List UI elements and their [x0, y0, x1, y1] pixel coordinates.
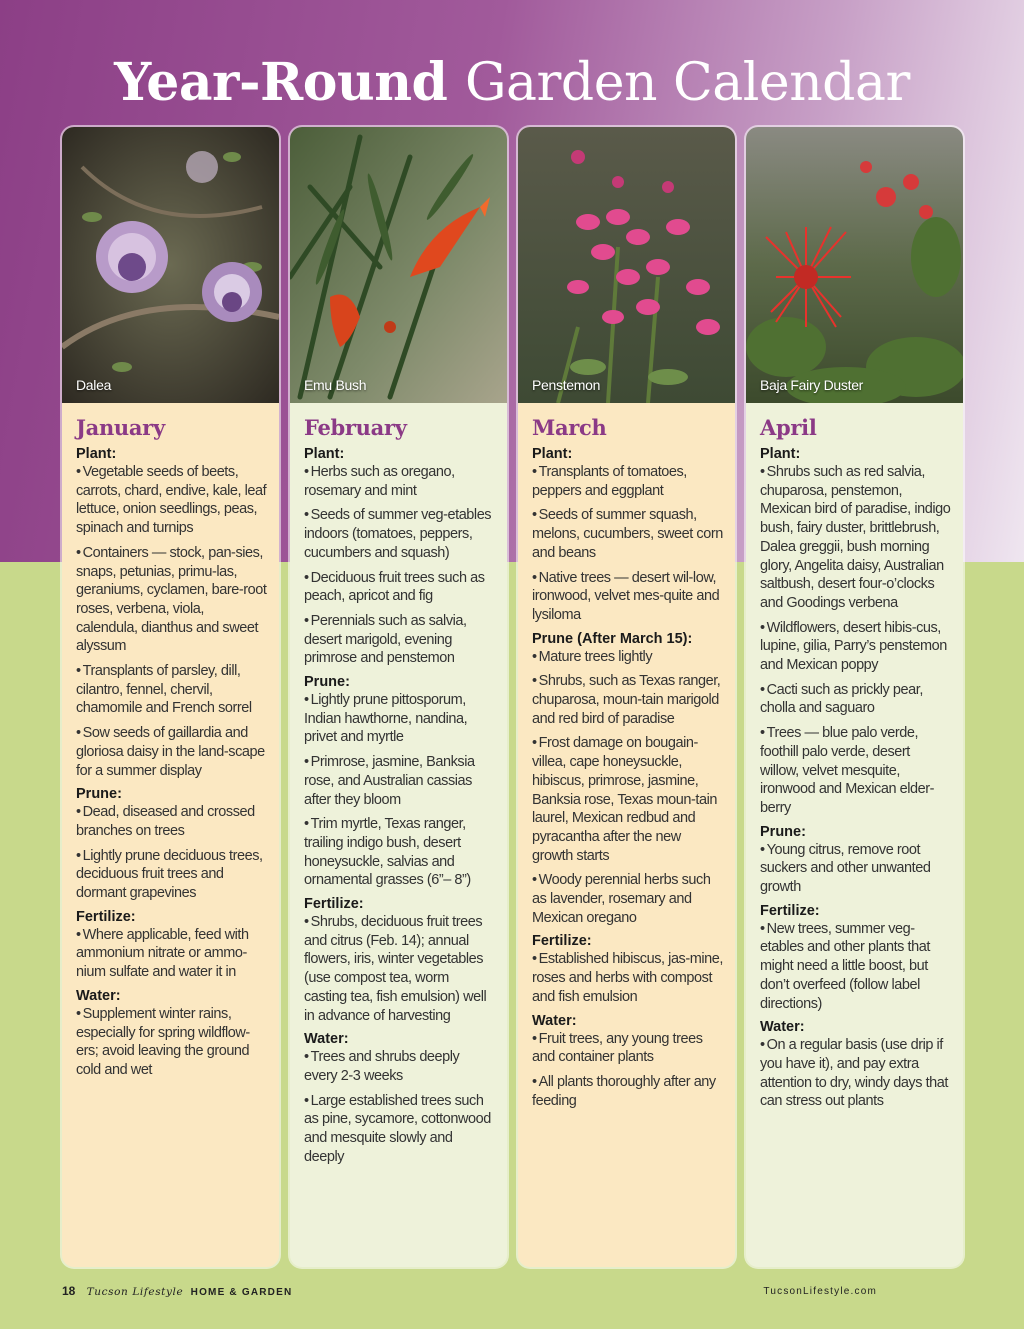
section-heading: Plant: — [304, 446, 345, 462]
list-item: • Woody perennial herbs such as lavender, rosemary and Mexican oregano — [532, 871, 723, 927]
list-item: • Transplants of parsley, dill, cilantro, fennel, chervil, chamomile and French sorrel — [76, 662, 267, 718]
section-heading: Water: — [532, 1012, 577, 1029]
section-heading: Fertilize: — [304, 896, 364, 913]
section-heading: Plant: — [532, 446, 573, 462]
list-item: • Mature trees lightly — [532, 648, 723, 667]
month-column-january — [62, 127, 279, 1267]
column-content — [518, 403, 735, 1110]
flower-photo-dalea — [62, 127, 279, 403]
list-item: • Trees — blue palo verde, foothill palo verde, desert willow, velvet mesquite, ironwood and Mexican elder-berry — [760, 724, 951, 818]
list-item: • Lightly prune pittosporum, Indian hawthorne, nandina, privet and myrtle — [304, 691, 495, 747]
section-heading: Water: — [76, 987, 121, 1004]
section-water — [760, 1019, 951, 1111]
title-bold: Year-Round — [114, 52, 448, 113]
month-heading: January — [76, 415, 165, 440]
column-content — [62, 403, 279, 1080]
section-fertilize — [304, 896, 495, 1025]
baja-fairy-duster-image — [746, 127, 963, 403]
list-item: • Shrubs such as red salvia, chuparosa, penstemon, Mexican bird of paradise, indigo bush, fairy duster, brittlebrush, Dalea greggii, bush morning glory, Angelita daisy, Australian saltbush, desert four-o’clocks and Goodings verbena — [760, 463, 951, 613]
list-item: • Vegetable seeds of beets, carrots, chard, endive, kale, leaf lettuce, onion seedlings, peas, spinach and turnips — [76, 463, 267, 538]
list-item: • Sow seeds of gaillardia and gloriosa daisy in the land-scape for a summer display — [76, 724, 267, 780]
month-column-march — [518, 127, 735, 1267]
list-item: • Cacti such as prickly pear, cholla and saguaro — [760, 681, 951, 718]
section-heading: Fertilize: — [76, 908, 136, 925]
section-heading: Fertilize: — [760, 902, 820, 919]
section-heading: Water: — [304, 1031, 349, 1048]
list-item: • Fruit trees, any young trees and container plants — [532, 1030, 723, 1067]
list-item: • New trees, summer veg-etables and other plants that might need a little boost, but don’t overfeed (follow label directions) — [760, 920, 951, 1014]
list-item: • Seeds of summer squash, melons, cucumbers, sweet corn and beans — [532, 506, 723, 562]
list-item: • Perennials such as salvia, desert marigold, evening primrose and penstemon — [304, 612, 495, 668]
flower-photo-emu-bush — [290, 127, 507, 403]
page-title — [0, 52, 1024, 113]
flower-photo-penstemon — [518, 127, 735, 403]
emu-bush-image — [290, 127, 507, 403]
list-item: • Where applicable, feed with ammonium nitrate or ammo-nium sulfate and water it in — [76, 926, 267, 982]
dalea-image — [62, 127, 279, 403]
magazine-name: Tucson Lifestyle — [86, 1286, 184, 1298]
list-item: • Herbs such as oregano, rosemary and mint — [304, 463, 495, 500]
list-item: • Shrubs, such as Texas ranger, chuparosa, moun-tain marigold and red bird of paradise — [532, 672, 723, 728]
list-item: • Native trees — desert wil-low, ironwood, velvet mes-quite and lysiloma — [532, 569, 723, 625]
section-heading: Prune (After March 15): — [532, 630, 693, 647]
photo-caption: Emu Bush — [304, 377, 367, 393]
section-heading: Water: — [760, 1019, 805, 1036]
month-column-february — [290, 127, 507, 1267]
list-item: • Lightly prune deciduous trees, deciduous fruit trees and dormant grapevines — [76, 847, 267, 903]
section-water — [304, 1031, 495, 1166]
section-heading: Plant: — [76, 446, 117, 462]
section-plant — [304, 446, 495, 668]
photo-caption: Baja Fairy Duster — [760, 377, 864, 393]
section-prune — [532, 631, 723, 928]
section-prune — [760, 824, 951, 897]
list-item: • Shrubs, deciduous fruit trees and citrus (Feb. 14); annual flowers, iris, winter vegetables (use compost tea, worm casting tea, fish emulsion) well in advance of harvesting — [304, 913, 495, 1025]
month-heading: April — [760, 415, 817, 440]
list-item: • All plants thoroughly after any feeding — [532, 1073, 723, 1110]
section-heading: Prune: — [76, 786, 122, 803]
photo-caption: Dalea — [76, 377, 112, 393]
list-item: • Containers — stock, pan-sies, snaps, petunias, primu-las, geraniums, cyclamen, bare-root roses, verbena, viola, calendula, dianthus and sweet alyssum — [76, 544, 267, 656]
section-plant — [76, 446, 267, 780]
list-item: • Trees and shrubs deeply every 2-3 weeks — [304, 1048, 495, 1085]
list-item: • Primrose, jasmine, Banksia rose, and Australian cassias after they bloom — [304, 753, 495, 809]
section-heading: Fertilize: — [532, 933, 592, 950]
website-url: TucsonLifestyle.com — [763, 1286, 877, 1297]
section-fertilize — [760, 903, 951, 1014]
list-item: • Wildflowers, desert hibis-cus, lupine, gilia, Parry’s penstemon and Mexican poppy — [760, 619, 951, 675]
month-column-april — [746, 127, 963, 1267]
page-number: 18 — [62, 1284, 76, 1298]
month-heading: March — [532, 415, 607, 440]
list-item: • Frost damage on bougain-villea, cape honeysuckle, hibiscus, primrose, jasmine, Banksia rose, Texas moun-tain laurel, Mexican redbud and pyracantha after the new growth starts — [532, 734, 723, 865]
list-item: • Deciduous fruit trees such as peach, apricot and fig — [304, 569, 495, 606]
section-name: HOME & GARDEN — [190, 1287, 293, 1298]
section-plant — [532, 446, 723, 625]
list-item: • Established hibiscus, jas-mine, roses and herbs with compost and fish emulsion — [532, 950, 723, 1006]
section-prune — [304, 674, 495, 890]
list-item: • Supplement winter rains, especially for spring wildflow-ers; avoid leaving the ground cold and wet — [76, 1005, 267, 1080]
list-item: • On a regular basis (use drip if you have it), and pay extra attention to dry, windy days that can stress out plants — [760, 1036, 951, 1111]
list-item: • Large established trees such as pine, sycamore, cottonwood and mesquite slowly and deeply — [304, 1092, 495, 1167]
section-fertilize — [76, 909, 267, 982]
section-prune — [76, 786, 267, 903]
list-item: • Seeds of summer veg-etables indoors (tomatoes, peppers, cucumbers and squash) — [304, 506, 495, 562]
section-heading: Prune: — [760, 823, 806, 840]
footer-folio — [62, 1284, 292, 1298]
flower-photo-baja-fairy-duster — [746, 127, 963, 403]
column-content — [746, 403, 963, 1111]
list-item: • Young citrus, remove root suckers and other unwanted growth — [760, 841, 951, 897]
section-heading: Plant: — [760, 446, 801, 462]
section-water — [76, 988, 267, 1080]
section-plant — [760, 446, 951, 818]
section-fertilize — [532, 933, 723, 1006]
photo-caption: Penstemon — [532, 377, 601, 393]
month-heading: February — [304, 415, 407, 440]
section-water — [532, 1013, 723, 1111]
list-item: • Trim myrtle, Texas ranger, trailing indigo bush, desert honeysuckle, salvias and ornamental grasses (6”– 8”) — [304, 815, 495, 890]
column-content — [290, 403, 507, 1167]
list-item: • Transplants of tomatoes, peppers and eggplant — [532, 463, 723, 500]
list-item: • Dead, diseased and crossed branches on trees — [76, 803, 267, 840]
title-light: Garden Calendar — [465, 53, 910, 113]
section-heading: Prune: — [304, 674, 350, 691]
penstemon-image — [518, 127, 735, 403]
